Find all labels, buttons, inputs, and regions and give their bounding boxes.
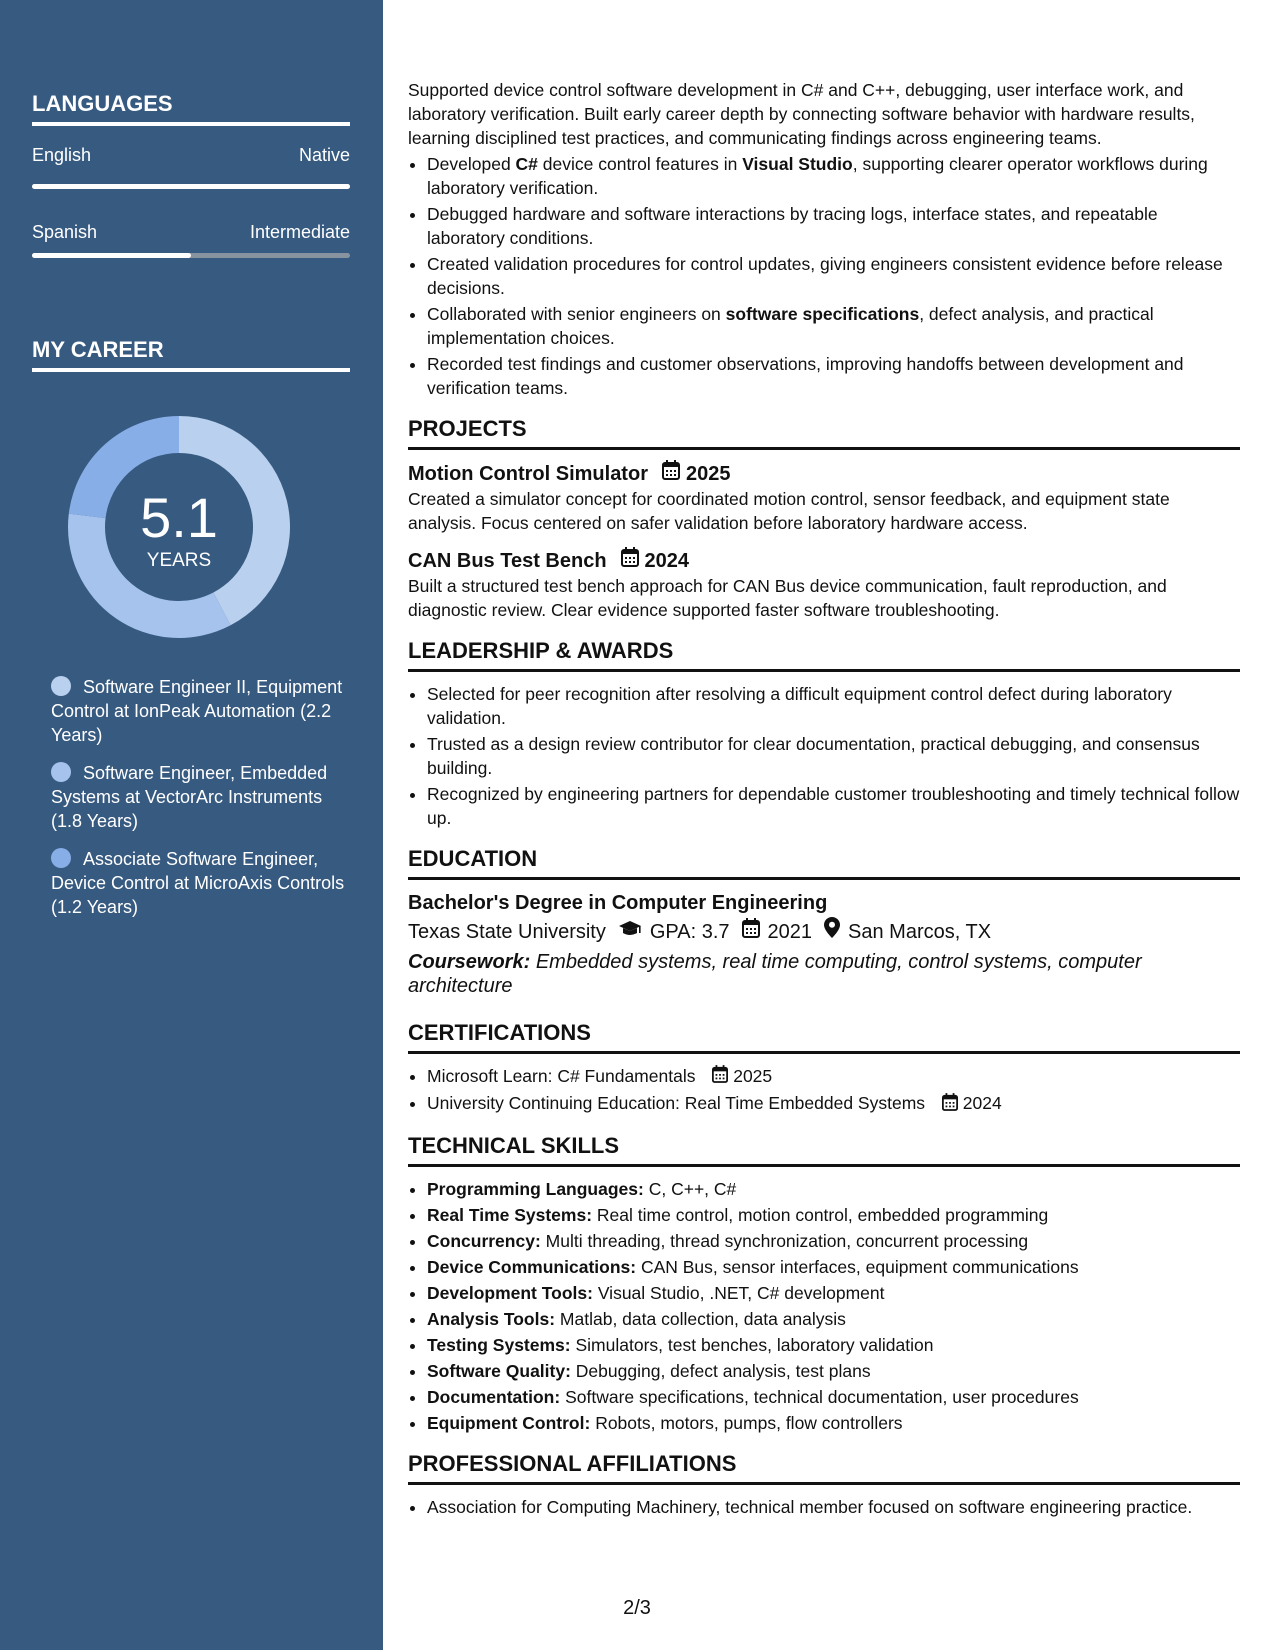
language-bar-fill: [32, 253, 191, 258]
language-english: [32, 144, 350, 166]
affiliations-heading: PROFESSIONAL AFFILIATIONS: [408, 1451, 1240, 1485]
project-title: [408, 460, 1240, 487]
skill-item: [427, 1333, 1240, 1357]
project-description: Built a structured test bench approach for CAN Bus device communication, fault reproduction, and diagnostic review. Clear evidence supported faster software troubleshooting.: [408, 576, 1167, 620]
affiliations-list: [408, 1495, 1240, 1519]
skill-label: Development Tools:: [427, 1282, 593, 1303]
certifications-heading: CERTIFICATIONS: [408, 1020, 1240, 1054]
skill-value: Multi threading, thread synchronization, concurrent processing: [545, 1230, 1029, 1251]
education-gpa: GPA: 3.7: [649, 920, 730, 943]
language-name: Spanish: [32, 222, 98, 242]
bullet-text: device control features in: [537, 154, 743, 174]
bullet-emphasis: C#: [515, 154, 538, 174]
project-name: CAN Bus Test Bench: [408, 549, 607, 572]
career-heading: MY CAREER: [32, 337, 350, 372]
project-year: 2024: [644, 549, 690, 572]
bullet-text: Collaborated with senior engineers on: [427, 304, 726, 324]
project-name: Motion Control Simulator: [408, 462, 648, 485]
bullet-emphasis: Visual Studio: [742, 154, 853, 174]
bullet-text: Recorded test findings and customer observations, improving handoffs between development and verification teams.: [427, 354, 1184, 398]
graduation-cap-icon: [618, 918, 642, 946]
language-level: Native: [298, 145, 350, 165]
projects-heading: PROJECTS: [408, 416, 1240, 450]
career-item: [51, 847, 351, 919]
skill-label: Device Communications:: [427, 1256, 637, 1277]
sidebar: [0, 0, 383, 1650]
project-title: [408, 547, 1240, 574]
list-item: [427, 1064, 1240, 1089]
skill-label: Documentation:: [427, 1386, 561, 1407]
education-heading: EDUCATION: [408, 846, 1240, 880]
career-item: [51, 675, 351, 747]
education-year: 2021: [767, 920, 813, 943]
skill-item: [427, 1177, 1240, 1201]
certifications-list: [408, 1064, 1240, 1117]
skills-heading: TECHNICAL SKILLS: [408, 1133, 1240, 1167]
bullet-text: Created validation procedures for control updates, giving engineers consistent evidence before release decisions.: [427, 254, 1223, 298]
skill-value: Matlab, data collection, data analysis: [559, 1308, 846, 1329]
project-item: [408, 547, 1240, 622]
calendar-icon: [621, 547, 639, 574]
certification-name: Microsoft Learn: C# Fundamentals: [427, 1066, 696, 1086]
skill-item: [427, 1255, 1240, 1279]
education-details: [408, 917, 1240, 946]
bullet-text: , supporting clearer operator workflows during laboratory verification.: [427, 154, 1208, 198]
experience-bullet: [427, 302, 1240, 350]
legend-dot-icon: [51, 848, 71, 868]
experience-bullet: [427, 352, 1240, 400]
project-item: [408, 460, 1240, 535]
calendar-icon: [662, 460, 680, 487]
skill-label: Real Time Systems:: [427, 1204, 593, 1225]
project-year: 2025: [685, 462, 731, 485]
coursework-text: Embedded systems, real time computing, control systems, computer architecture: [408, 951, 1142, 997]
skill-item: [427, 1359, 1240, 1383]
calendar-icon: [712, 1065, 728, 1089]
calendar-icon: [942, 1093, 958, 1117]
main-content: [408, 78, 1240, 1521]
education-location: San Marcos, TX: [848, 920, 992, 943]
list-item: [427, 1091, 1240, 1116]
languages-heading: LANGUAGES: [32, 91, 350, 126]
experience-bullets: [408, 152, 1240, 400]
skill-item: [427, 1307, 1240, 1331]
skill-value: C, C++, C#: [648, 1178, 737, 1199]
language-bar-fill: [32, 184, 350, 189]
language-bar-spanish: [32, 253, 350, 258]
career-item-text: Software Engineer, Embedded Systems at VectorArc Instruments (1.8 Years): [51, 763, 328, 831]
skill-value: Robots, motors, pumps, flow controllers: [595, 1412, 903, 1433]
project-description: Created a simulator concept for coordinated motion control, sensor feedback, and equipment state analysis. Focus centered on safer validation before laboratory hardware access.: [408, 489, 1170, 533]
experience-bullet: [427, 152, 1240, 200]
leadership-heading: LEADERSHIP & AWARDS: [408, 638, 1240, 672]
experience-bullet: [427, 202, 1240, 250]
career-item: [51, 761, 351, 833]
list-item: • Recognized by engineering partners for dependable customer troubleshooting and timely technical follow up.: [427, 782, 1240, 830]
career-item-text: Associate Software Engineer, Device Control at MicroAxis Controls (1.2 Years): [51, 849, 345, 917]
skills-list: [408, 1177, 1240, 1435]
career-years-label: YEARS: [146, 550, 212, 571]
skill-value: Real time control, motion control, embedded programming: [596, 1204, 1049, 1225]
career-total-years: 5.1: [140, 486, 218, 549]
language-spanish: [32, 221, 350, 243]
map-pin-icon: [824, 917, 840, 946]
experience-bullet: [427, 252, 1240, 300]
skill-value: CAN Bus, sensor interfaces, equipment communications: [640, 1256, 1079, 1277]
list-item: • Association for Computing Machinery, technical member focused on software engineering practice.: [427, 1495, 1240, 1519]
career-item-text: Software Engineer II, Equipment Control at IonPeak Automation (2.2 Years): [51, 677, 343, 745]
language-name: English: [32, 145, 92, 165]
skill-value: Visual Studio, .NET, C# development: [597, 1282, 885, 1303]
coursework-label: Coursework:: [408, 951, 531, 973]
skill-label: Programming Languages:: [427, 1178, 644, 1199]
skill-label: Testing Systems:: [427, 1334, 571, 1355]
skill-item: [427, 1411, 1240, 1435]
experience-summary: Supported device control software development in C# and C++, debugging, user interface work, and laboratory verification. Built early career depth by connecting software behavior with hardware results, learning disciplined test practices, and communicating findings across engineering teams.: [408, 80, 1195, 148]
skill-label: Equipment Control:: [427, 1412, 591, 1433]
skill-item: [427, 1281, 1240, 1305]
education-school: Texas State University: [408, 920, 606, 943]
language-level: Intermediate: [249, 222, 350, 242]
list-item: • Selected for peer recognition after resolving a difficult equipment control defect during laboratory validation.: [427, 682, 1240, 730]
list-item: • Trusted as a design review contributor for clear documentation, practical debugging, and consensus building.: [427, 732, 1240, 780]
page-number: 2/3: [623, 1597, 651, 1619]
education-coursework: [408, 950, 1240, 998]
certification-year: 2025: [733, 1066, 773, 1086]
bullet-text: , defect analysis, and practical implementation choices.: [427, 304, 1154, 348]
skill-item: [427, 1385, 1240, 1409]
skill-value: Software specifications, technical documentation, user procedures: [565, 1386, 1079, 1407]
calendar-icon: [742, 918, 760, 946]
skill-value: Debugging, defect analysis, test plans: [575, 1360, 871, 1381]
legend-dot-icon: [51, 762, 71, 782]
skill-label: Software Quality:: [427, 1360, 571, 1381]
language-bar-english: [32, 184, 350, 189]
bullet-text: Debugged hardware and software interactions by tracing logs, interface states, and repeatable laboratory conditions.: [427, 204, 1158, 248]
bullet-text: Developed: [427, 154, 516, 174]
education-degree: Bachelor's Degree in Computer Engineering: [408, 892, 828, 914]
skill-label: Concurrency:: [427, 1230, 541, 1251]
bullet-emphasis: software specifications: [725, 304, 920, 324]
certification-name: University Continuing Education: Real Time Embedded Systems: [427, 1093, 926, 1114]
leadership-list: [408, 682, 1240, 830]
skill-value: Simulators, test benches, laboratory validation: [575, 1334, 934, 1355]
legend-dot-icon: [51, 676, 71, 696]
skill-item: [427, 1229, 1240, 1253]
certification-year: 2024: [962, 1093, 1002, 1114]
skill-item: [427, 1203, 1240, 1227]
skill-label: Analysis Tools:: [427, 1308, 556, 1329]
